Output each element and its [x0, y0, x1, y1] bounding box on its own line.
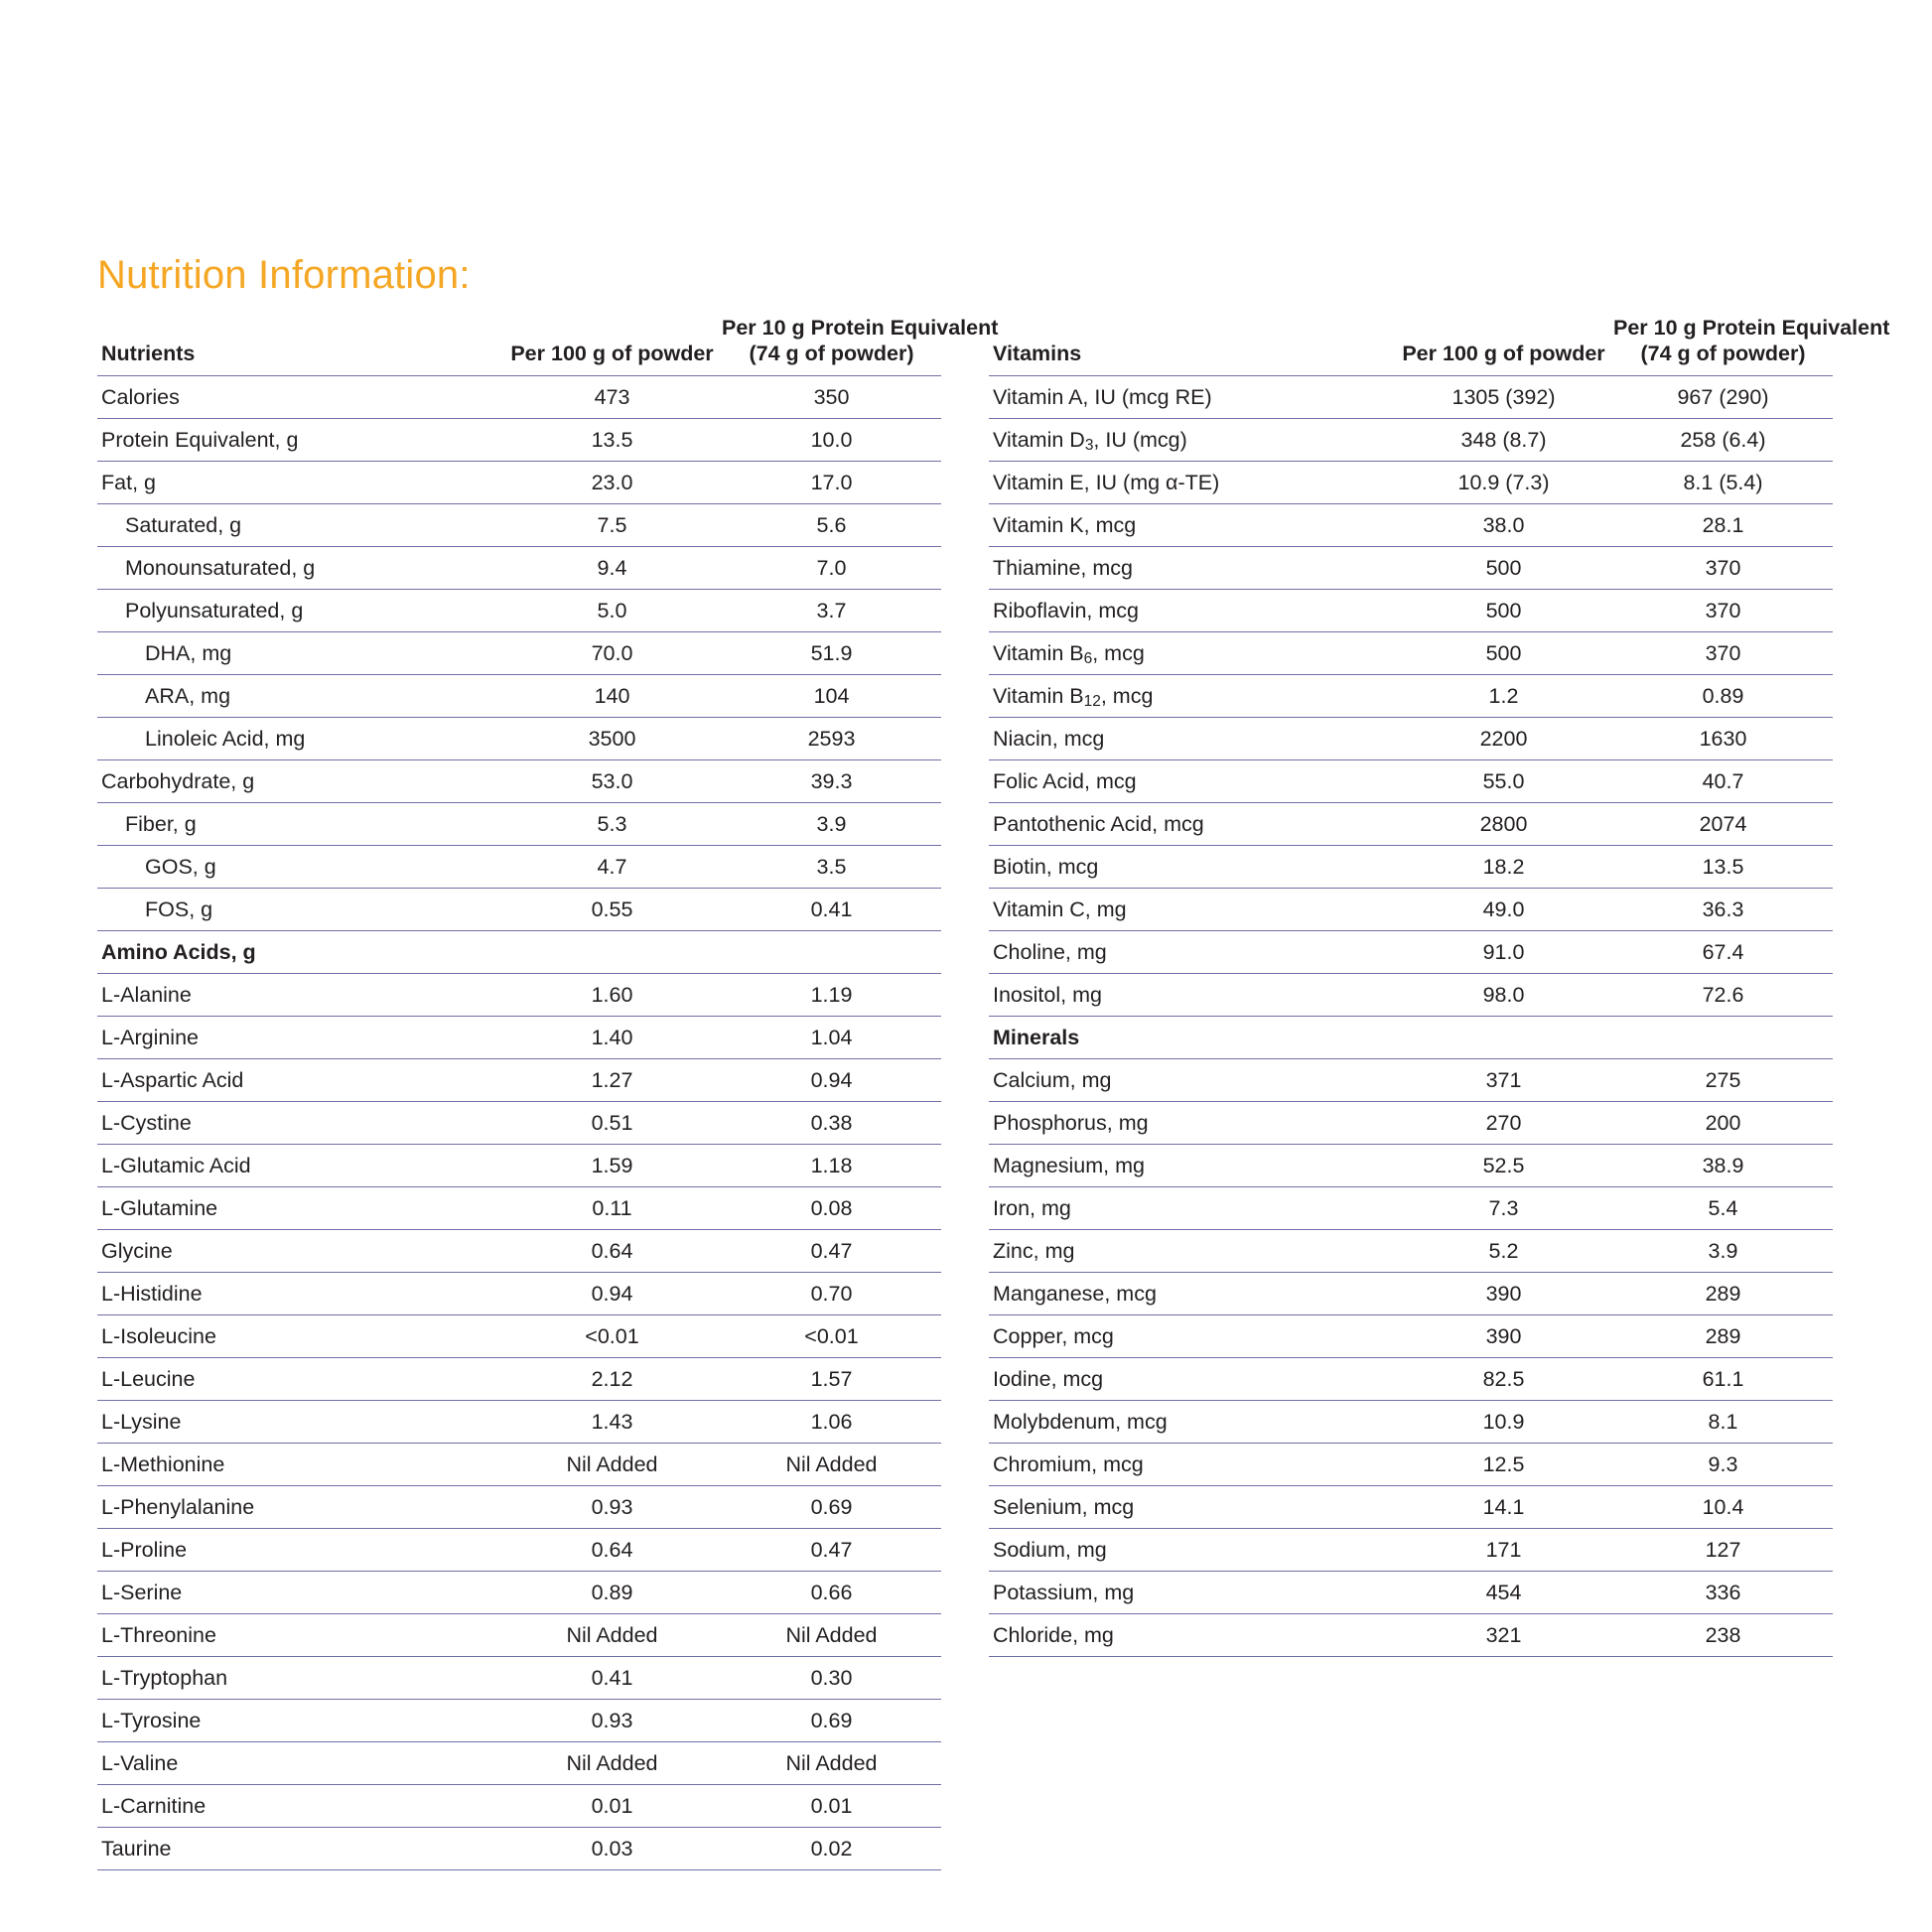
table-row [97, 1315, 941, 1358]
value-per-10g-protein: 967 (290) [1613, 376, 1833, 419]
row-label: Monounsaturated, g [97, 547, 502, 590]
value-per-10g-protein: 8.1 (5.4) [1613, 462, 1833, 504]
value-per-10g-protein: 10.4 [1613, 1486, 1833, 1529]
value-per-100g: 3500 [502, 718, 722, 760]
value-per-10g-protein: 0.66 [722, 1572, 941, 1614]
table-row [97, 931, 941, 974]
row-label: Vitamin A, IU (mcg RE) [989, 376, 1394, 419]
row-label: L-Serine [97, 1572, 502, 1614]
table-row [97, 590, 941, 632]
value-per-100g: 0.11 [502, 1187, 722, 1230]
table-row [97, 803, 941, 846]
nutrients-table-head [97, 315, 999, 376]
vitamins-minerals-table [989, 315, 1890, 1657]
value-per-10g-protein: 51.9 [722, 632, 941, 675]
row-label: Pantothenic Acid, mcg [989, 803, 1394, 846]
row-label: L-Lysine [97, 1401, 502, 1444]
column-header-line2: (74 g of powder) [749, 342, 914, 366]
value-per-100g: 13.5 [502, 419, 722, 462]
value-per-10g-protein [1613, 1017, 1833, 1059]
value-per-100g: 321 [1394, 1614, 1613, 1657]
value-per-10g-protein: 1.06 [722, 1401, 941, 1444]
value-per-10g-protein: 39.3 [722, 760, 941, 803]
row-label: Manganese, mcg [989, 1273, 1394, 1315]
row-label: L-Valine [97, 1742, 502, 1785]
value-per-100g: 7.3 [1394, 1187, 1613, 1230]
row-label: Copper, mcg [989, 1315, 1394, 1358]
value-per-10g-protein: 0.01 [722, 1785, 941, 1828]
column-header-per10g-protein [1613, 315, 1890, 376]
value-per-10g-protein: 350 [722, 376, 941, 419]
table-row [989, 1059, 1833, 1102]
value-per-10g-protein: 0.94 [722, 1059, 941, 1102]
value-per-10g-protein: 258 (6.4) [1613, 419, 1833, 462]
row-label: L-Carnitine [97, 1785, 502, 1828]
table-row [97, 974, 941, 1017]
row-label: L-Arginine [97, 1017, 502, 1059]
value-per-100g: 98.0 [1394, 974, 1613, 1017]
table-row [97, 675, 941, 718]
table-row [989, 462, 1833, 504]
vitamins-minerals-table-body [989, 376, 1833, 1657]
value-per-10g-protein: 38.9 [1613, 1145, 1833, 1187]
value-per-10g-protein: 3.5 [722, 846, 941, 889]
value-per-100g: 0.55 [502, 889, 722, 931]
table-row [97, 1102, 941, 1145]
value-per-100g: 500 [1394, 632, 1613, 675]
table-row [97, 1444, 941, 1486]
value-per-10g-protein: 0.08 [722, 1187, 941, 1230]
table-row [989, 1187, 1833, 1230]
value-per-10g-protein: 2074 [1613, 803, 1833, 846]
value-per-10g-protein: 1.19 [722, 974, 941, 1017]
row-label: L-Aspartic Acid [97, 1059, 502, 1102]
row-label: Zinc, mg [989, 1230, 1394, 1273]
nutrients-column [97, 315, 999, 1870]
value-per-100g: 0.93 [502, 1486, 722, 1529]
value-per-10g-protein: 1630 [1613, 718, 1833, 760]
table-row [989, 419, 1833, 462]
value-per-10g-protein: 3.7 [722, 590, 941, 632]
value-per-100g: 9.4 [502, 547, 722, 590]
row-label: Iodine, mcg [989, 1358, 1394, 1401]
value-per-10g-protein: 72.6 [1613, 974, 1833, 1017]
value-per-10g-protein: 275 [1613, 1059, 1833, 1102]
row-label: L-Tryptophan [97, 1657, 502, 1700]
value-per-10g-protein: 0.38 [722, 1102, 941, 1145]
value-per-10g-protein: Nil Added [722, 1614, 941, 1657]
value-per-100g: 0.41 [502, 1657, 722, 1700]
value-per-100g: 5.2 [1394, 1230, 1613, 1273]
column-header-line1: Per 10 g Protein Equivalent [722, 316, 999, 340]
value-per-10g-protein: 0.69 [722, 1486, 941, 1529]
value-per-100g: 14.1 [1394, 1486, 1613, 1529]
value-per-10g-protein: 1.18 [722, 1145, 941, 1187]
value-per-100g: 12.5 [1394, 1444, 1613, 1486]
value-per-10g-protein: 0.69 [722, 1700, 941, 1742]
value-per-10g-protein: 9.3 [1613, 1444, 1833, 1486]
value-per-100g: 5.3 [502, 803, 722, 846]
table-row [989, 1572, 1833, 1614]
row-label: GOS, g [97, 846, 502, 889]
value-per-10g-protein: Nil Added [722, 1444, 941, 1486]
value-per-100g: 1.2 [1394, 675, 1613, 718]
value-per-100g: 23.0 [502, 462, 722, 504]
value-per-100g: 0.51 [502, 1102, 722, 1145]
row-label: Vitamin K, mcg [989, 504, 1394, 547]
value-per-10g-protein: 0.47 [722, 1230, 941, 1273]
row-label: Folic Acid, mcg [989, 760, 1394, 803]
table-row [97, 760, 941, 803]
value-per-100g: 2800 [1394, 803, 1613, 846]
table-row [97, 419, 941, 462]
row-label: Vitamin C, mg [989, 889, 1394, 931]
value-per-10g-protein: 7.0 [722, 547, 941, 590]
value-per-100g: 7.5 [502, 504, 722, 547]
table-row [97, 1145, 941, 1187]
value-per-10g-protein: 0.70 [722, 1273, 941, 1315]
value-per-100g: 390 [1394, 1315, 1613, 1358]
row-label: Minerals [989, 1017, 1394, 1059]
table-row [989, 590, 1833, 632]
value-per-100g: 0.03 [502, 1828, 722, 1870]
row-label: Taurine [97, 1828, 502, 1870]
table-row [989, 974, 1833, 1017]
value-per-100g: 1.60 [502, 974, 722, 1017]
table-row [989, 931, 1833, 974]
table-row [97, 1059, 941, 1102]
row-label: Magnesium, mg [989, 1145, 1394, 1187]
value-per-10g-protein: 3.9 [1613, 1230, 1833, 1273]
table-header-row [97, 315, 941, 376]
table-row [97, 1187, 941, 1230]
value-per-100g: 390 [1394, 1273, 1613, 1315]
table-row [97, 1017, 941, 1059]
value-per-100g: 70.0 [502, 632, 722, 675]
row-label: Amino Acids, g [97, 931, 502, 974]
value-per-100g: Nil Added [502, 1742, 722, 1785]
table-row [989, 632, 1833, 675]
value-per-10g-protein: 370 [1613, 632, 1833, 675]
table-row [97, 1401, 941, 1444]
table-row [989, 1315, 1833, 1358]
table-row [989, 1401, 1833, 1444]
nutrients-table [97, 315, 999, 1870]
table-row [97, 1700, 941, 1742]
value-per-10g-protein: 0.30 [722, 1657, 941, 1700]
value-per-100g: 0.89 [502, 1572, 722, 1614]
value-per-100g: 1.43 [502, 1401, 722, 1444]
value-per-10g-protein: 13.5 [1613, 846, 1833, 889]
row-label: Glycine [97, 1230, 502, 1273]
value-per-10g-protein: 8.1 [1613, 1401, 1833, 1444]
table-row [97, 1614, 941, 1657]
table-row [989, 547, 1833, 590]
value-per-10g-protein: 370 [1613, 590, 1833, 632]
table-row [97, 1358, 941, 1401]
table-row [97, 462, 941, 504]
value-per-100g: 0.94 [502, 1273, 722, 1315]
value-per-100g: 0.64 [502, 1230, 722, 1273]
row-label: Linoleic Acid, mg [97, 718, 502, 760]
row-label: L-Glutamine [97, 1187, 502, 1230]
table-row [989, 803, 1833, 846]
value-per-100g: 2.12 [502, 1358, 722, 1401]
table-row [989, 1486, 1833, 1529]
value-per-10g-protein: 2593 [722, 718, 941, 760]
row-label: FOS, g [97, 889, 502, 931]
row-label: Vitamin $B_6$, mcg [989, 632, 1394, 675]
row-label: Iron, mg [989, 1187, 1394, 1230]
value-per-10g-protein: 28.1 [1613, 504, 1833, 547]
table-row [97, 1657, 941, 1700]
table-row [97, 547, 941, 590]
column-header-per100g: Per 100 g of powder [510, 342, 714, 366]
row-label: Calcium, mg [989, 1059, 1394, 1102]
table-row [97, 1572, 941, 1614]
table-row [989, 1145, 1833, 1187]
row-label: Fiber, g [97, 803, 502, 846]
column-header-per10g-protein [722, 315, 999, 376]
table-row [989, 1529, 1833, 1572]
table-row [989, 1358, 1833, 1401]
row-label: Sodium, mg [989, 1529, 1394, 1572]
value-per-100g: Nil Added [502, 1444, 722, 1486]
row-label: Biotin, mcg [989, 846, 1394, 889]
table-row [989, 889, 1833, 931]
vitamins-minerals-column [989, 315, 1890, 1657]
value-per-10g-protein: 5.6 [722, 504, 941, 547]
value-per-100g: 82.5 [1394, 1358, 1613, 1401]
value-per-100g: 140 [502, 675, 722, 718]
table-row [97, 1742, 941, 1785]
table-header-row [989, 315, 1833, 376]
row-label: Potassium, mg [989, 1572, 1394, 1614]
row-label: Vitamin $D_3$, IU (mcg) [989, 419, 1394, 462]
row-label: Polyunsaturated, g [97, 590, 502, 632]
column-header-line1: Per 10 g Protein Equivalent [1613, 316, 1890, 340]
table-row [989, 1102, 1833, 1145]
column-header-line2: (74 g of powder) [1640, 342, 1806, 366]
table-row [989, 1614, 1833, 1657]
value-per-10g-protein: 336 [1613, 1572, 1833, 1614]
value-per-100g: 500 [1394, 590, 1613, 632]
value-per-10g-protein: 0.02 [722, 1828, 941, 1870]
table-row [989, 675, 1833, 718]
value-per-10g-protein: 10.0 [722, 419, 941, 462]
value-per-100g: 0.01 [502, 1785, 722, 1828]
tables-container [97, 315, 1890, 1870]
value-per-100g: 10.9 (7.3) [1394, 462, 1613, 504]
row-label: L-Phenylalanine [97, 1486, 502, 1529]
value-per-10g-protein: 289 [1613, 1273, 1833, 1315]
row-label: L-Leucine [97, 1358, 502, 1401]
value-per-10g-protein: 3.9 [722, 803, 941, 846]
row-label: L-Threonine [97, 1614, 502, 1657]
value-per-10g-protein: 17.0 [722, 462, 941, 504]
value-per-100g: 0.64 [502, 1529, 722, 1572]
row-label: L-Alanine [97, 974, 502, 1017]
value-per-100g: 371 [1394, 1059, 1613, 1102]
value-per-10g-protein: 36.3 [1613, 889, 1833, 931]
value-per-100g: 4.7 [502, 846, 722, 889]
table-row [989, 1444, 1833, 1486]
column-header-name: Nutrients [101, 342, 196, 366]
row-label: Chromium, mcg [989, 1444, 1394, 1486]
value-per-10g-protein: 61.1 [1613, 1358, 1833, 1401]
table-row [989, 504, 1833, 547]
column-header-name: Vitamins [993, 342, 1082, 366]
row-label: L-Histidine [97, 1273, 502, 1315]
value-per-100g: 52.5 [1394, 1145, 1613, 1187]
row-label: L-Isoleucine [97, 1315, 502, 1358]
row-label: Molybdenum, mcg [989, 1401, 1394, 1444]
table-row [97, 632, 941, 675]
row-label: Protein Equivalent, g [97, 419, 502, 462]
row-label: Chloride, mg [989, 1614, 1394, 1657]
page-title: Nutrition Information: [97, 253, 471, 297]
value-per-10g-protein: 0.41 [722, 889, 941, 931]
value-per-100g: 500 [1394, 547, 1613, 590]
value-per-10g-protein: 238 [1613, 1614, 1833, 1657]
table-row [97, 1273, 941, 1315]
value-per-100g: 38.0 [1394, 504, 1613, 547]
table-row [97, 1785, 941, 1828]
value-per-10g-protein: 67.4 [1613, 931, 1833, 974]
value-per-100g: 270 [1394, 1102, 1613, 1145]
row-label: L-Proline [97, 1529, 502, 1572]
row-label: DHA, mg [97, 632, 502, 675]
value-per-10g-protein: 1.57 [722, 1358, 941, 1401]
row-label: L-Glutamic Acid [97, 1145, 502, 1187]
value-per-100g: 1305 (392) [1394, 376, 1613, 419]
table-row [989, 1017, 1833, 1059]
table-row [989, 846, 1833, 889]
value-per-100g: 55.0 [1394, 760, 1613, 803]
value-per-10g-protein: Nil Added [722, 1742, 941, 1785]
value-per-100g: 2200 [1394, 718, 1613, 760]
value-per-10g-protein: 40.7 [1613, 760, 1833, 803]
value-per-100g: 0.93 [502, 1700, 722, 1742]
table-row [97, 1230, 941, 1273]
value-per-100g: 473 [502, 376, 722, 419]
row-label: Vitamin E, IU (mg α-TE) [989, 462, 1394, 504]
value-per-100g: 10.9 [1394, 1401, 1613, 1444]
table-row [97, 846, 941, 889]
table-row [97, 889, 941, 931]
row-label: Inositol, mg [989, 974, 1394, 1017]
row-label: L-Methionine [97, 1444, 502, 1486]
table-row [989, 1273, 1833, 1315]
value-per-100g: 91.0 [1394, 931, 1613, 974]
value-per-100g: 18.2 [1394, 846, 1613, 889]
value-per-100g: Nil Added [502, 1614, 722, 1657]
value-per-10g-protein: 1.04 [722, 1017, 941, 1059]
table-row [97, 1486, 941, 1529]
table-row [989, 376, 1833, 419]
table-row [97, 1828, 941, 1870]
row-label: L-Cystine [97, 1102, 502, 1145]
table-row [989, 1230, 1833, 1273]
row-label: Thiamine, mcg [989, 547, 1394, 590]
row-label: Fat, g [97, 462, 502, 504]
value-per-100g: 49.0 [1394, 889, 1613, 931]
row-label: Calories [97, 376, 502, 419]
value-per-100g: 5.0 [502, 590, 722, 632]
nutrients-table-body [97, 376, 941, 1870]
row-label: Phosphorus, mg [989, 1102, 1394, 1145]
value-per-100g: <0.01 [502, 1315, 722, 1358]
row-label: Saturated, g [97, 504, 502, 547]
value-per-100g: 1.40 [502, 1017, 722, 1059]
value-per-10g-protein: 104 [722, 675, 941, 718]
value-per-10g-protein: 0.89 [1613, 675, 1833, 718]
value-per-100g [1394, 1017, 1613, 1059]
column-header-per100g: Per 100 g of powder [1402, 342, 1605, 366]
value-per-100g: 454 [1394, 1572, 1613, 1614]
value-per-10g-protein: 370 [1613, 547, 1833, 590]
row-label: Choline, mg [989, 931, 1394, 974]
value-per-100g: 53.0 [502, 760, 722, 803]
value-per-100g: 1.27 [502, 1059, 722, 1102]
value-per-100g: 1.59 [502, 1145, 722, 1187]
value-per-100g: 348 (8.7) [1394, 419, 1613, 462]
value-per-10g-protein: 200 [1613, 1102, 1833, 1145]
value-per-10g-protein: 0.47 [722, 1529, 941, 1572]
table-row [97, 504, 941, 547]
value-per-10g-protein [722, 931, 941, 974]
table-row [989, 718, 1833, 760]
row-label: Vitamin $B_{12}$, mcg [989, 675, 1394, 718]
value-per-10g-protein: 5.4 [1613, 1187, 1833, 1230]
table-row [97, 376, 941, 419]
row-label: Selenium, mcg [989, 1486, 1394, 1529]
vitamins-table-head [989, 315, 1890, 376]
value-per-100g [502, 931, 722, 974]
row-label: Riboflavin, mcg [989, 590, 1394, 632]
value-per-10g-protein: <0.01 [722, 1315, 941, 1358]
table-row [97, 1529, 941, 1572]
table-row [97, 718, 941, 760]
row-label: ARA, mg [97, 675, 502, 718]
value-per-100g: 171 [1394, 1529, 1613, 1572]
row-label: L-Tyrosine [97, 1700, 502, 1742]
row-label: Niacin, mcg [989, 718, 1394, 760]
table-row [989, 760, 1833, 803]
value-per-10g-protein: 127 [1613, 1529, 1833, 1572]
value-per-10g-protein: 289 [1613, 1315, 1833, 1358]
row-label: Carbohydrate, g [97, 760, 502, 803]
